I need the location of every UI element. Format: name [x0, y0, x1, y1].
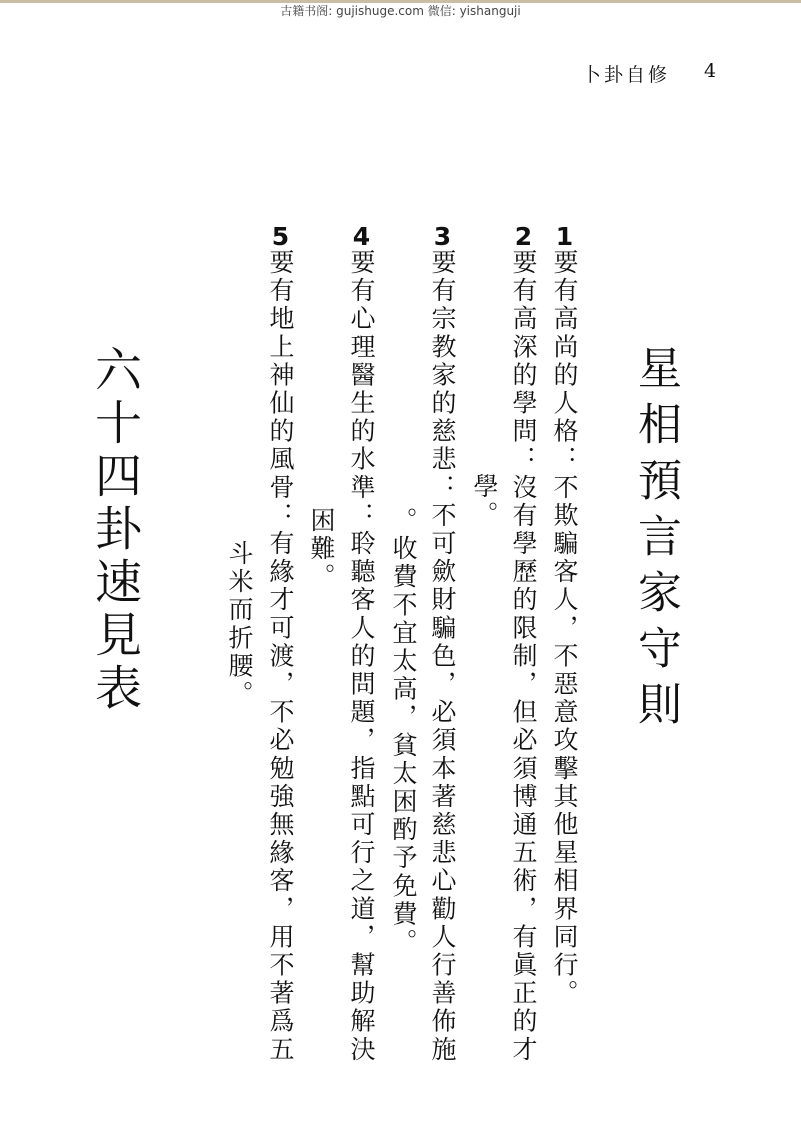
- rule-1-number: 1: [555, 224, 574, 249]
- rule-1-text: 要有高尚的人格：不欺騙客人，不惡意攻擊其他星相界同行。: [550, 249, 579, 1008]
- rule-3-text: 要有宗教家的慈悲：不可歛財騙色，必須本著慈悲心勸人行善佈施: [428, 249, 457, 1064]
- rule-3-number: 3: [433, 224, 452, 249]
- table-title: 六十四卦速見表: [87, 345, 142, 716]
- rule-3: [427, 224, 457, 1064]
- rule-2-text: 要有高深的學問：沒有學歷的限制，但必須博通五術，有眞正的才: [509, 249, 538, 1064]
- rule-5-number: 5: [271, 224, 290, 249]
- rule-2-number: 2: [514, 224, 533, 249]
- rule-5-continuation: 斗米而折腰。: [225, 540, 254, 709]
- rule-5: [265, 224, 295, 1064]
- rule-2: [508, 224, 538, 1064]
- watermark: 古籍书阁: gujishuge.com 微信: yishanguji: [280, 4, 521, 18]
- page-number: 4: [704, 60, 717, 82]
- rule-4-continuation: 困難。: [307, 507, 336, 592]
- rule-4-number: 4: [352, 224, 371, 249]
- running-header: 卜卦自修: [582, 64, 671, 86]
- section-title: 星相預言家守則: [630, 345, 681, 737]
- rule-2-continuation: 學。: [470, 473, 499, 530]
- rule-4-text: 要有心理醫生的水準：聆聽客人的問題，指點可行之道，幫助解決: [347, 249, 376, 1064]
- rule-1: [549, 224, 579, 1008]
- rule-4: [346, 224, 376, 1064]
- rule-3-continuation: 。收費不宜太高，貧太困酌予免費。: [389, 507, 418, 957]
- rule-5-text: 要有地上神仙的風骨：有緣才可渡，不必勉強無緣客，用不著爲五: [266, 249, 295, 1064]
